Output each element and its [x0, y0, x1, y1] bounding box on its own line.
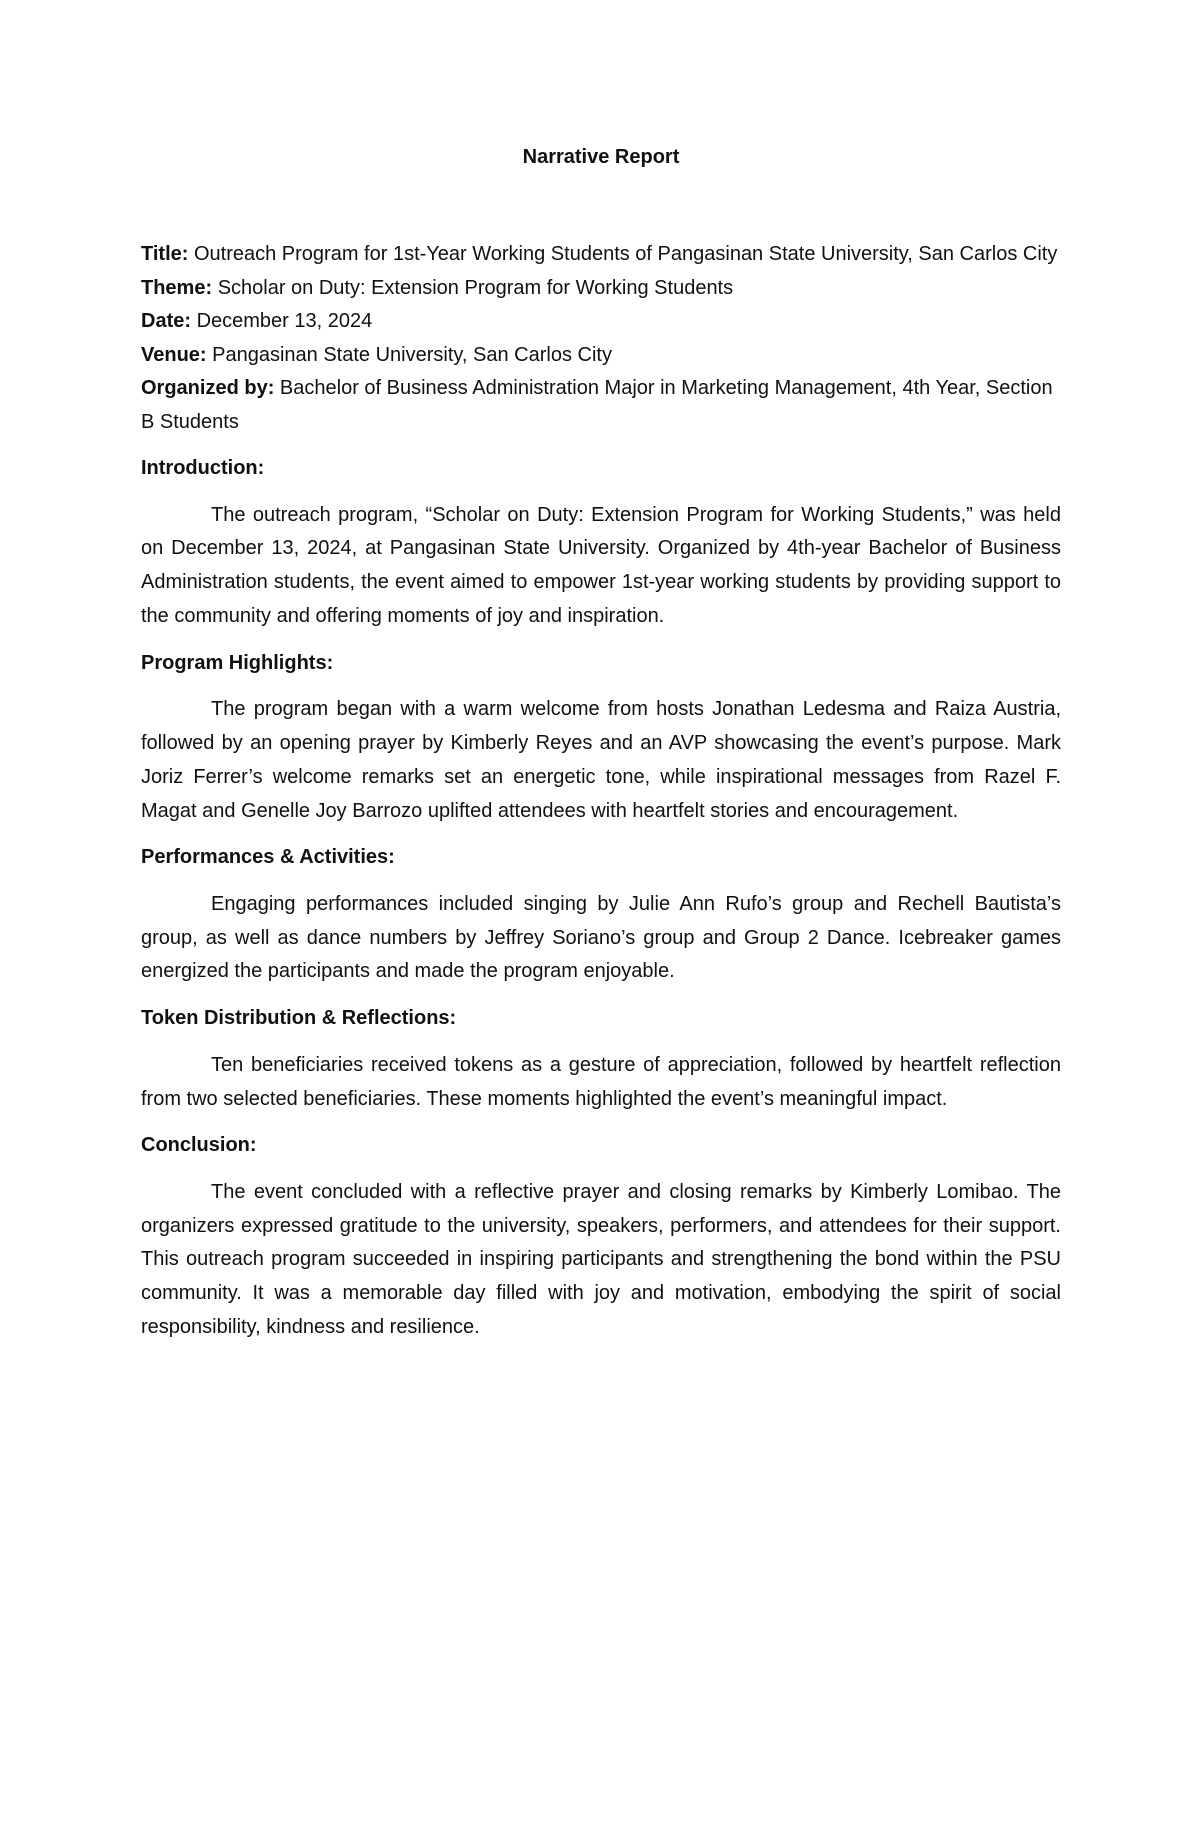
section-token-distribution [141, 1002, 1061, 1116]
meta-block [141, 238, 1061, 439]
section-heading: Token Distribution & Reflections: [141, 1007, 457, 1030]
meta-date [141, 305, 1061, 339]
meta-theme-value: Scholar on Duty: Extension Program for Working Students [217, 276, 734, 299]
meta-venue-label: Venue: [141, 343, 207, 366]
meta-theme-label: Theme: [141, 276, 213, 299]
section-body: The outreach program, “Scholar on Duty: Extension Program for Working Students,” was held on December 13, 2024, at Pangasinan State University. Organized by 4th-year Bachelor of Business Administration students, the event aimed to empower 1st-year working students by providing support to the community and offering moments of joy and inspiration. [141, 503, 1061, 627]
section-introduction [141, 452, 1061, 634]
section-heading: Program Highlights: [141, 651, 334, 674]
section-program-highlights [141, 647, 1061, 829]
meta-organizer-label: Organized by: [141, 377, 275, 399]
section-conclusion [141, 1129, 1061, 1344]
meta-venue [141, 339, 1061, 373]
document-page [141, 140, 1061, 1345]
section-body: The event concluded with a reflective prayer and closing remarks by Kimberly Lomibao. The organizers expressed gratitude to the university, speakers, performers, and attendees for their support. This outreach program succeeded in inspiring participants and strengthening the bond within the PSU community. It was a memorable day filled with joy and motivation, embodying the spirit of social responsibility, kindness and resilience. [141, 1180, 1061, 1339]
section-body: Engaging performances included singing by Julie Ann Rufo’s group and Rechell Bautista’s group, as well as dance numbers by Jeffrey Soriano’s group and Group 2 Dance. Icebreaker games energized the participants and made the program enjoyable. [141, 892, 1061, 983]
meta-venue-value: Pangasinan State University, San Carlos City [212, 343, 612, 366]
meta-date-value: December 13, 2024 [196, 310, 373, 332]
section-body: The program began with a warm welcome from hosts Jonathan Ledesma and Raiza Austria, followed by an opening prayer by Kimberly Reyes and an AVP showcasing the event’s purpose. Mark Joriz Ferrer’s welcome remarks set an energetic tone, while inspirational messages from Razel F. Magat and Genelle Joy Barrozo uplifted attendees with heartfelt stories and encouragement. [141, 698, 1061, 822]
section-performances [141, 841, 1061, 989]
meta-title-value: Outreach Program for 1st-Year Working Students of Pangasinan State University, San Carlos City [193, 243, 1058, 265]
meta-organizer-value: Bachelor of Business Administration Major in Marketing Management, 4th Year, Section B Students [141, 377, 1053, 433]
page-title: Narrative Report [522, 146, 680, 168]
section-heading: Performances & Activities: [141, 846, 395, 869]
section-body: Ten beneficiaries received tokens as a gesture of appreciation, followed by heartfelt reflection from two selected beneficiaries. These moments highlighted the event’s meaningful impact. [141, 1053, 1061, 1110]
meta-theme [141, 272, 1061, 306]
section-heading: Conclusion: [141, 1134, 257, 1157]
meta-organizer [141, 372, 1061, 439]
meta-date-label: Date: [141, 310, 192, 332]
meta-title [141, 238, 1061, 272]
section-heading: Introduction: [141, 457, 265, 479]
meta-title-label: Title: [141, 243, 189, 265]
